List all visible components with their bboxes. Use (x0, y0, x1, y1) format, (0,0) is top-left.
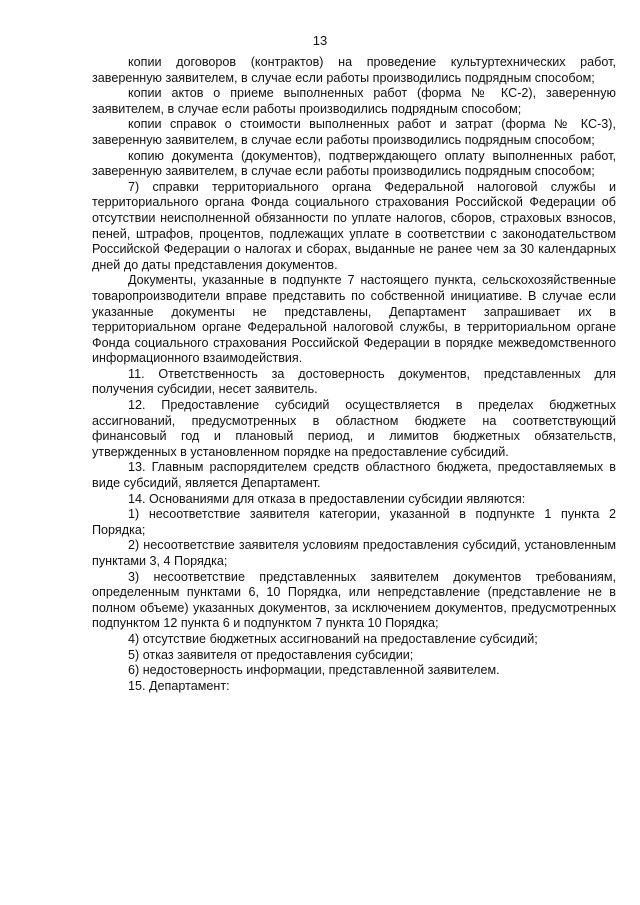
paragraph-documents-own-initiative: Документы, указанные в подпункте 7 настоящего пункта, сельскохозяйственные товаропроизводители вправе представить по собственной инициативе. В случае если указанные документы не представлены, Департамент запрашивает их в территориальном органе Федеральной налоговой службы, в территориальном органе Фонда социального страхования Российской Федерации в порядке межведомственного информационного взаимодействия. (92, 273, 616, 366)
paragraph-clause-11: 11. Ответственность за достоверность документов, представленных для получения субсидии, несет заявитель. (92, 366, 616, 397)
document-body (92, 55, 616, 694)
paragraph-clause-14: 14. Основаниями для отказа в предоставлении субсидии являются: (128, 491, 526, 506)
paragraph-clause-15: 15. Департамент: (128, 678, 230, 693)
paragraph-clause-12: 12. Предоставление субсидий осуществляется в пределах бюджетных ассигнований, предусмотренных в областном бюджете на соответствующий финансовый год и плановый период, и лимитов бюджетных обязательств, утвержденных в установленном порядке на предоставление субсидий. (92, 398, 616, 459)
paragraph-clause-14-item-4: 4) отсутствие бюджетных ассигнований на предоставление субсидий; (128, 631, 538, 646)
paragraph-clause-14-item-2: 2) несоответствие заявителя условиям предоставления субсидий, установленным пунктами 3, 4 Порядка; (92, 538, 616, 568)
paragraph-ks2-acts: копии актов о приеме выполненных работ (форма № КС-2), заверенную заявителем, в случае если работы производились подрядным способом; (92, 86, 616, 116)
page-number: 13 (312, 33, 328, 48)
paragraph-clause-14-item-5: 5) отказ заявителя от предоставления субсидии; (128, 647, 414, 662)
paragraph-clause-14-item-1: 1) несоответствие заявителя категории, указанной в подпункте 1 пункта 2 Порядка; (92, 507, 616, 537)
paragraph-clause-14-item-3: 3) несоответствие представленных заявителем документов требованиям, определенным пунктами 6, 10 Порядка, или непредставление (представление не в полном объеме) указанных документов, за исключением документов, предусмотренных подпунктом 12 пункта 6 и подпунктом 7 пункта 10 Порядка; (92, 569, 616, 631)
paragraph-payment-document: копию документа (документов), подтверждающего оплату выполненных работ, заверенную заявителем, в случае если работы производились подрядным способом; (92, 148, 616, 179)
paragraph-item-7-tax-certificates: 7) справки территориального органа Федеральной налоговой службы и территориального органа Фонда социального страхования Российской Федерации об отсутствии неисполненной обязанности по уплате налогов, сборов, страховых взносов, пеней, штрафов, процентов, подлежащих уплате в соответствии с законодательством Российской Федерации о налогах и сборах, выданные не ранее чем за 30 календарных дней до даты представления документов. (92, 179, 616, 272)
paragraph-contracts-copies: копии договоров (контрактов) на проведение культуртехнических работ, заверенную заявителем, в случае если работы производились подрядным способом; (92, 55, 616, 85)
paragraph-ks3-certificates: копии справок о стоимости выполненных работ и затрат (форма № КС-3), заверенную заявителем, в случае если работы производились подрядным способом; (92, 117, 616, 147)
paragraph-clause-13: 13. Главным распорядителем средств областного бюджета, предоставляемых в виде субсидий, является Департамент. (92, 460, 616, 491)
paragraph-clause-14-item-6: 6) недостоверность информации, представленной заявителем. (128, 663, 500, 678)
